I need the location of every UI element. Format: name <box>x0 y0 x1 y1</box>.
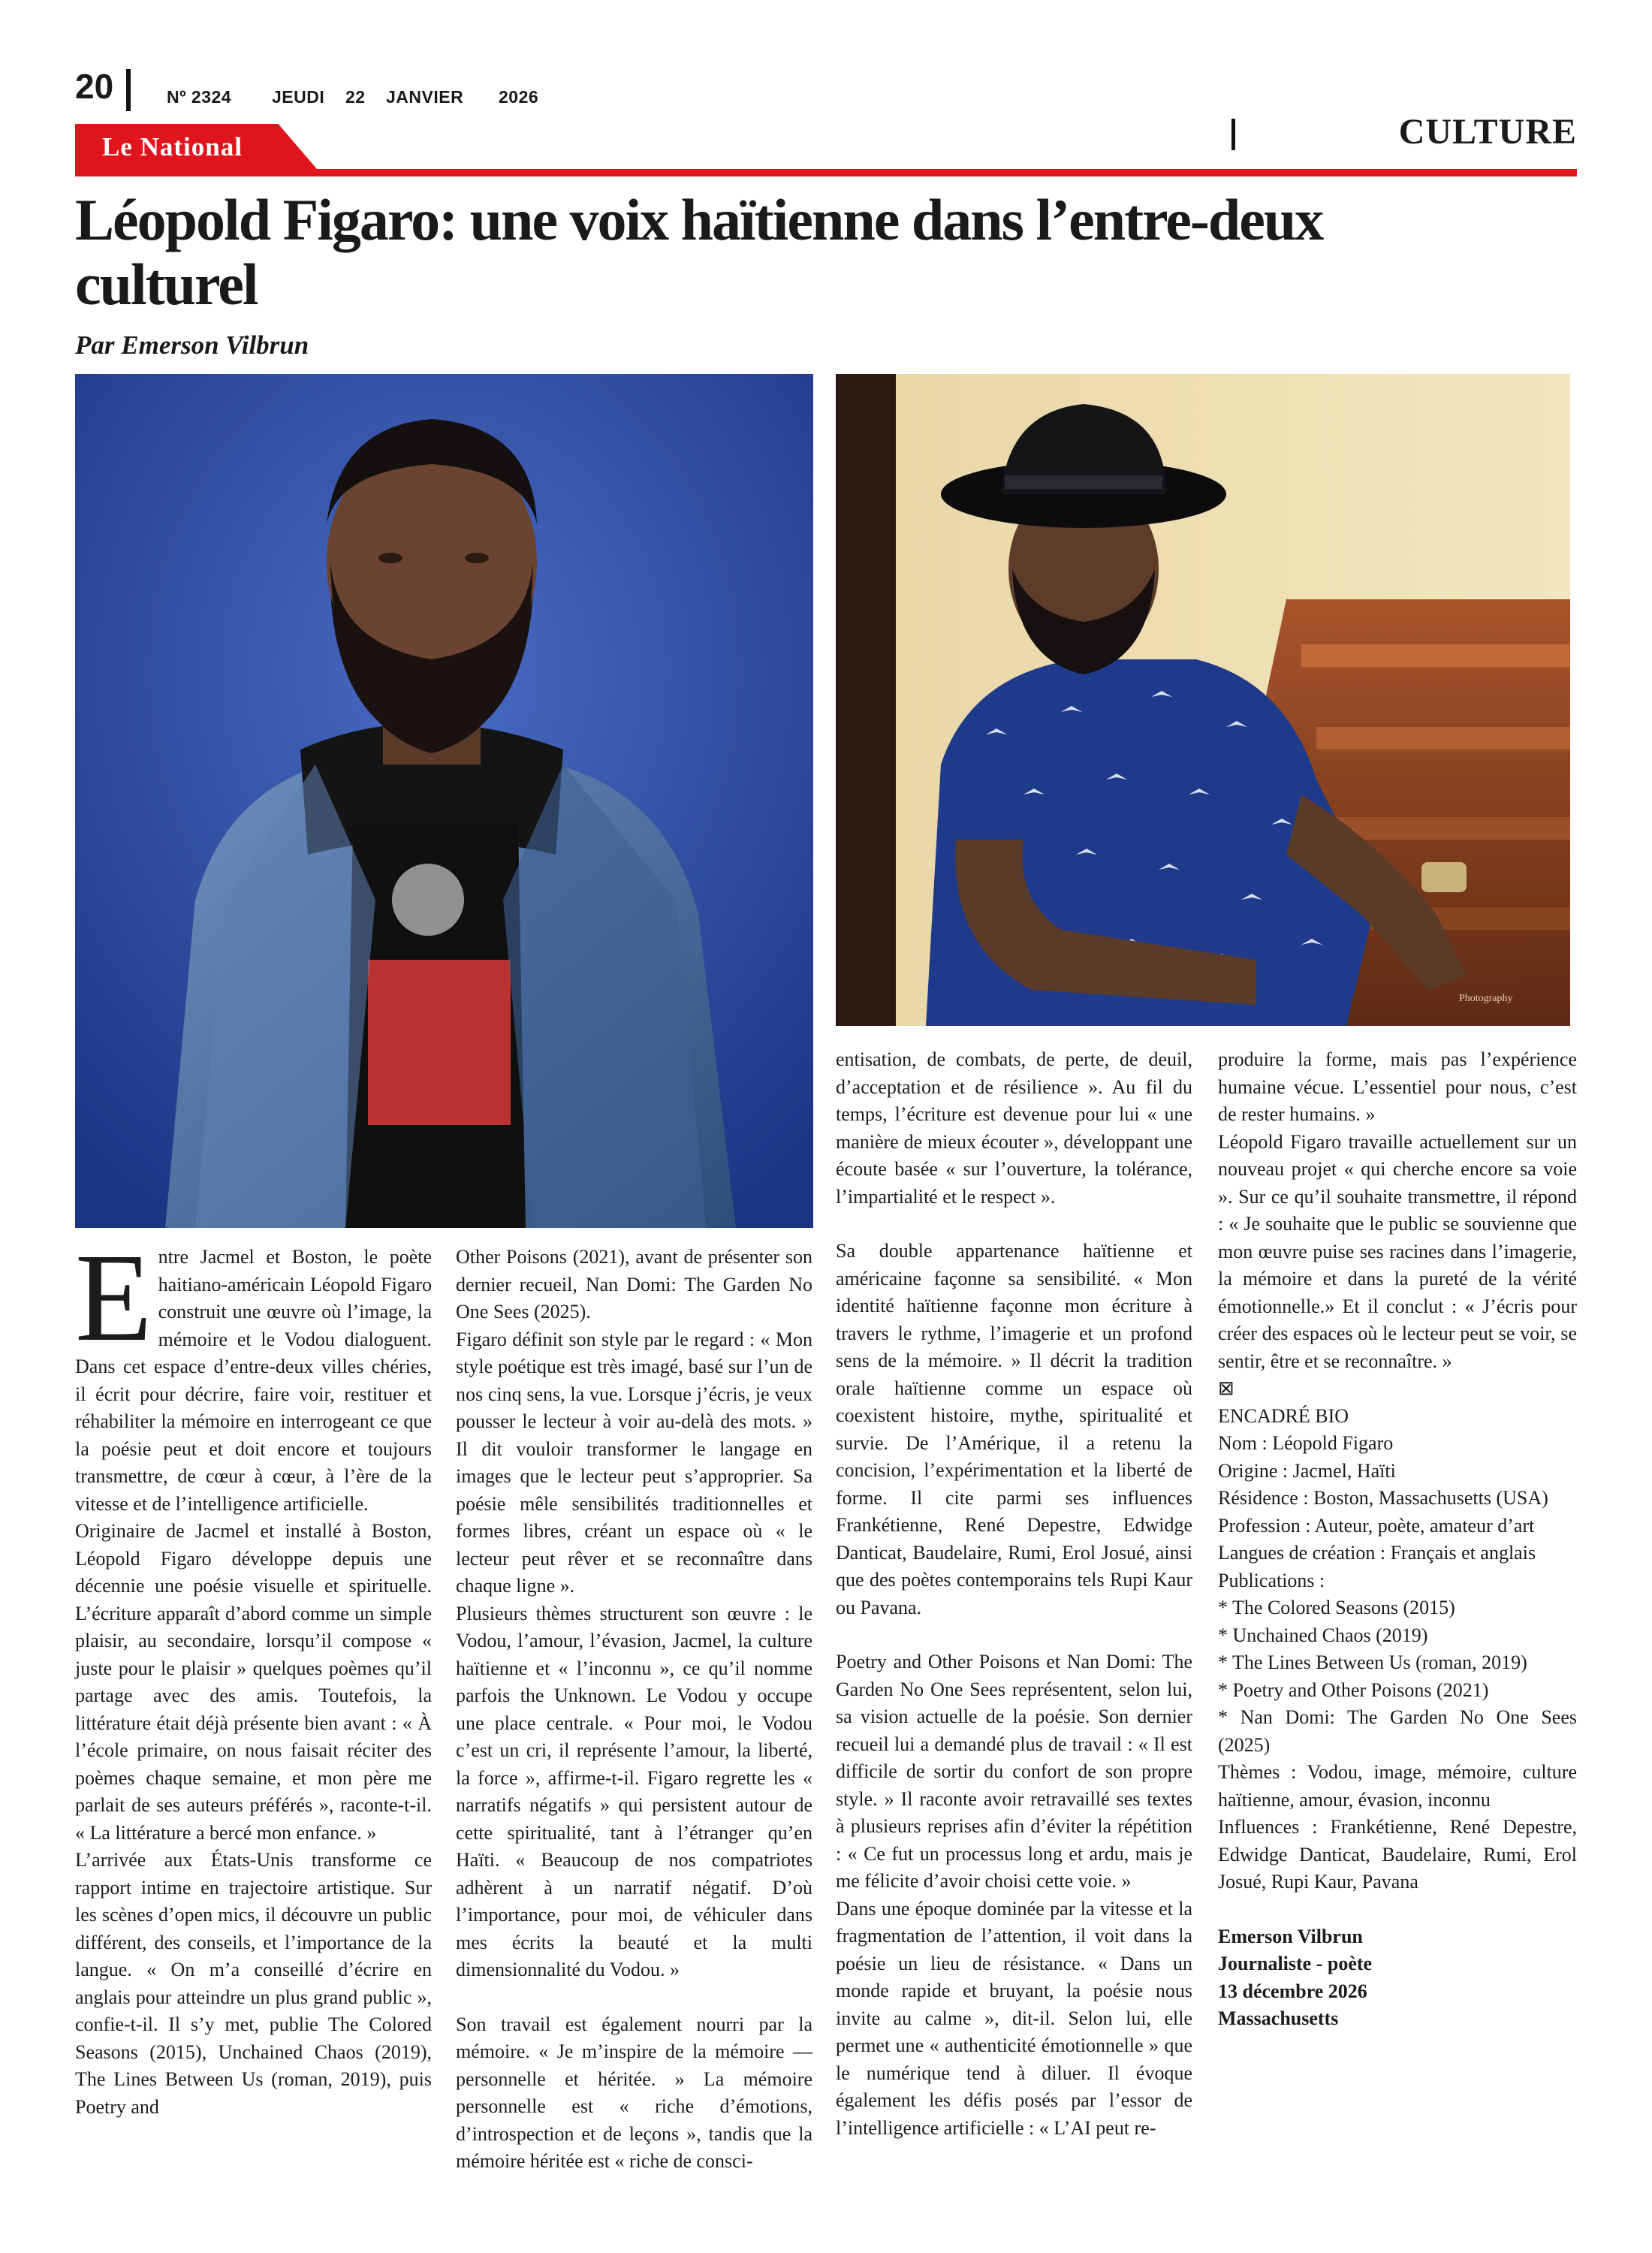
issue-year: 2026 <box>499 87 539 107</box>
page-number-divider <box>126 69 131 111</box>
issue-number: Nº 2324 <box>167 87 232 107</box>
signature-role: Journaliste - poète <box>1218 1953 1373 1974</box>
article-byline: Par Emerson Vilbrun <box>75 330 309 360</box>
bio-languages: Langues de création : Français et anglais <box>1218 1542 1536 1564</box>
issue-date: 22 <box>345 87 366 107</box>
bio-box-title: ENCADRÉ BIO <box>1218 1404 1349 1427</box>
section-divider <box>1231 119 1235 150</box>
paragraph: Dans une époque dominée par la vitesse et la fragmentation de l’attention, il voit dans la poésie un lieu de résistance. « Dans un monde rapide et bruyant, la poésie nous invite au calme », dit-il. Selon lui, elle permet une « authenticité émotionnelle » que le numérique tend à diluer. Il évoque également les défis posés par l’essor de l’intelligence artificielle : « L’AI peut re- <box>836 1897 1192 2139</box>
portrait-illustration-right <box>836 374 1570 1026</box>
bio-origin: Origine : Jacmel, Haïti <box>1218 1459 1396 1482</box>
bio-residence: Résidence : Boston, Massachusetts (USA) <box>1218 1487 1548 1509</box>
portrait-illustration-left <box>75 374 813 1228</box>
signature-name: Emerson Vilbrun <box>1218 1925 1363 1947</box>
bio-themes: Thèmes : Vodou, image, mémoire, culture haïtienne, amour, évasion, inconnu <box>1218 1761 1577 1811</box>
header-rule <box>75 169 1577 176</box>
paragraph: Sa double appartenance haïtienne et américaine façonne sa sensibilité. « Mon identité haïtienne façonne mon écriture à travers le rythme, l’imagerie et un profond sens de la mémoire. » Il décrit la tradition orale haïtienne comme un espace où coexistent histoire, mythe, spiritualité et survie. De l’Amérique, il a retenu la concision, l’expérimentation et la liberté de forme. Il cite parmi ses influences Frankétienne, René Depestre, Edwidge Danticat, Baudelaire, Rumi, Erol Josué, ainsi que des poètes contemporains tels Rupi Kaur ou Pavana. <box>836 1240 1192 1618</box>
paragraph: entisation, de combats, de perte, de deuil, d’acceptation et de résilience ». Au fil du temps, l’écriture est devenue pour lui « une manière de mieux écouter », développant une écoute basée « sur l’ouverture, la tolérance, l’impartialité et le respect ». <box>836 1048 1192 1208</box>
paragraph: Son travail est également nourri par la mémoire. « Je m’inspire de la mémoire — personnelle et héritée. » La mémoire personnelle est « riche d’émotions, d’introspection et de leçons », tandis que la mémoire héritée est « riche de consci- <box>456 2013 812 2172</box>
paragraph: Originaire de Jacmel et installé à Boston, Léopold Figaro développe depuis une décennie une poésie visuelle et spirituelle. L’écriture apparaît d’abord comme un simple plaisir, au secondaire, lorsqu’il compose « juste pour le plaisir » quelques poèmes qu’il partage avec des amis. Toutefois, la littérature était déjà présente bien avant : « À l’école primaire, on nous faisait réciter des poèmes chaque semaine, et mon père me parlait de ses auteurs préférés », raconte-t-il. « La littérature a bercé mon enfance. » <box>75 1520 432 1844</box>
article-column-4 <box>1218 1046 1577 2033</box>
article-title <box>75 188 1577 317</box>
signature-place: Massachusetts <box>1218 2007 1339 2029</box>
paragraph: L’arrivée aux États-Unis transforme ce rapport intime en trajectoire artistique. Sur les scènes d’open mics, il découvre un public différent, des conseils, et l’importance de la langue. « On m’a conseillé d’écrire en anglais pour atteindre un plus grand public », confie-t-il. Il s’y met, publie The Colored Seasons (2015), Unchained Chaos (2019), The Lines Between Us (roman, 2019), puis Poetry and <box>75 1849 432 2118</box>
paragraph: Other Poisons (2021), avant de présenter son dernier recueil, Nan Domi: The Garden No One Sees (2025). <box>456 1246 812 1323</box>
article-title-line1: Léopold Figaro: une voix haïtienne dans l’entre-deux <box>75 187 1323 252</box>
bio-publication-item: * Poetry and Other Poisons (2021) <box>1218 1678 1489 1701</box>
bio-publication-item: * Nan Domi: The Garden No One Sees (2025) <box>1218 1706 1577 1756</box>
portrait-photo-stairs <box>836 374 1570 1026</box>
issue-month: JANVIER <box>386 87 464 107</box>
article-column-2 <box>456 1244 812 2176</box>
paragraph: Entre Jacmel et Boston, le poète haitiano-américain Léopold Figaro construit une œuvre où l’image, la mémoire et le Vodou dialoguent. Dans cet espace d’entre-deux villes chéries, il écrit pour décrire, faire voir, restituer et réhabiliter la mémoire en interrogeant ce que la poésie peut et doit encore et toujours transmettre, de cœur à cœur, à l’ère de la vitesse et de l’intelligence artificielle. <box>75 1228 432 1515</box>
article-column-3 <box>836 1046 1192 2142</box>
article-column-1 <box>75 1228 432 2121</box>
issue-day: JEUDI <box>272 87 325 107</box>
bio-publications-label: Publications : <box>1218 1569 1325 1591</box>
bio-publication-item: * Unchained Chaos (2019) <box>1218 1624 1428 1646</box>
paragraph: produire la forme, mais pas l’expérience humaine vécue. L’essentiel pour nous, c’est de rester humains. » <box>1218 1048 1577 1125</box>
placeholder-glyph: ⊠ <box>1218 1377 1234 1399</box>
photo-watermark: Photography <box>1459 993 1513 1004</box>
paragraph: Léopold Figaro travaille actuellement sur un nouveau projet « qui cherche encore sa voie ». Sur ce qu’il souhaite transmettre, il répond : « Je souhaite que le public se souvienne que mon œuvre puise ses racines dans l’imagerie, la mémoire et dans la pureté de la vérité émotionnelle.» Et il conclut : « J’écris pour créer des espaces où le lecteur peut se voir, se sentir, être et se reconnaître. » <box>1218 1130 1577 1372</box>
paragraph: Figaro définit son style par le regard : « Mon style poétique est très imagé, basé sur l’un de nos cinq sens, la vue. Lorsque j’écris, je veux pousser le lecteur à voir au-delà des mots. » Il dit vouloir transformer le langage en images que le lecteur peut s’approprier. Sa poésie mêle sensibilités traditionnelles et formes libres, créant un espace où « le lecteur peut rêver et se reconnaître dans chaque ligne ». <box>456 1328 812 1597</box>
bio-publication-item: * The Colored Seasons (2015) <box>1218 1597 1455 1618</box>
article-title-line2: culturel <box>75 252 258 317</box>
section-label: CULTURE <box>1398 112 1577 152</box>
bio-publication-item: * The Lines Between Us (roman, 2019) <box>1218 1651 1527 1673</box>
bio-influences: Influences : Frankétienne, René Depestre, Edwidge Danticat, Baudelaire, Rumi, Erol Josué, Rupi Kaur, Pavana <box>1218 1816 1577 1893</box>
bio-profession: Profession : Auteur, poète, amateur d’art <box>1218 1514 1535 1537</box>
bio-name: Nom : Léopold Figaro <box>1218 1432 1394 1454</box>
drop-cap: E <box>75 1228 152 1368</box>
newspaper-logo: Le National <box>102 132 243 161</box>
page-number: 20 <box>75 67 114 106</box>
paragraph: Poetry and Other Poisons et Nan Domi: The Garden No One Sees représentent, selon lui, sa vision actuelle de la poésie. Son dernier recueil lui a demandé plus de travail : « Il est difficile de sortir du confort de son propre style. » Il raconte avoir retravaillé ses textes à plusieurs reprises afin d’éviter la répétition : « Ce fut un processus long et ardu, mais je me félicite d’avoir choisi cette voie. » <box>836 1651 1192 1892</box>
portrait-photo-blue <box>75 374 813 1228</box>
signature-date: 13 décembre 2026 <box>1218 1980 1367 2002</box>
paragraph: Plusieurs thèmes structurent son œuvre : le Vodou, l’amour, l’évasion, Jacmel, la culture haïtienne et « l’inconnu », ce qu’il nomme parfois the Unknown. Le Vodou y occupe une place centrale. « Pour moi, le Vodou c’est un cri, il représente l’amour, la liberté, la force », affirme-t-il. Figaro regrette les « narratifs négatifs » qui persistent autour de cette spiritualité, tant à l’étranger qu’en Haïti. « Beaucoup de nos compatriotes adhèrent à un narratif négatif. D’où l’importance, pour moi, de véhiculer dans mes écrits la beauté et la multi dimensionnalité du Vodou. » <box>456 1602 812 1980</box>
